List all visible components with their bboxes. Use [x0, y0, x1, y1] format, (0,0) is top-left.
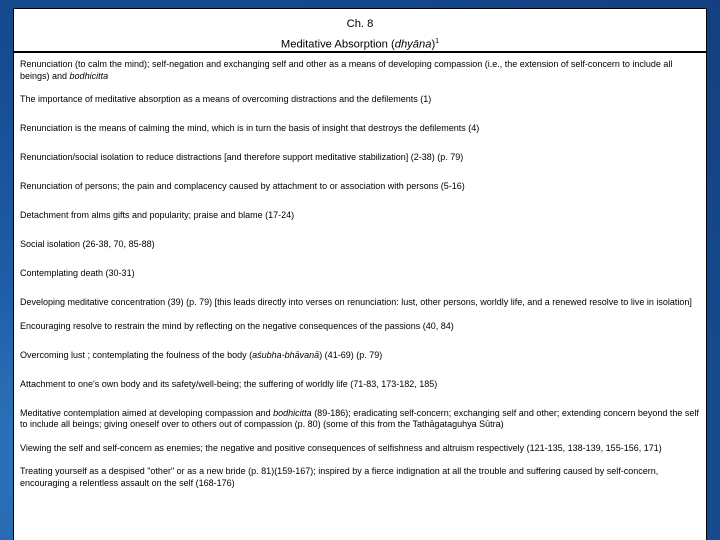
title-prefix: Meditative Absorption (	[280, 38, 395, 51]
title-suffix: )	[431, 38, 436, 51]
chapter-number: Ch. 8	[346, 18, 374, 30]
footnote-mark: 1	[435, 38, 440, 45]
outline-item: Renunciation of persons; the pain and complacency caused by attachment to or association with persons (5-16)	[20, 181, 465, 191]
outline-list	[14, 53, 706, 489]
outline-item: Viewing the self and self-concern as enemies; the negative and positive consequences of selfishness and altruism respectively (121-135, 138-139, 155-156, 171)	[20, 442, 662, 453]
outline-item: Renunciation (to calm the mind); self-negation and exchanging self and other as a means of developing compassion (i.e., the extension of self-concern to include all beings) and bodhicitta	[20, 59, 673, 81]
outline-item: Encouraging resolve to restrain the mind by reflecting on the negative consequences of the passions (40, 84)	[20, 320, 454, 331]
outline-item: Social isolation (26-38, 70, 85-88)	[20, 239, 155, 249]
outline-item: Renunciation is the means of calming the mind, which is in turn the basis of insight that destroys the defilements (4)	[20, 123, 480, 133]
outline-item: Overcoming lust ; contemplating the foulness of the body (aśubha-bhāvanā) (41-69) (p. 79)	[20, 349, 383, 360]
outline-item: Renunciation/social isolation to reduce distractions [and therefore support meditative stabilization] (2-38) (p. 79)	[20, 152, 464, 162]
outline-item: Contemplating death (30-31)	[20, 268, 135, 278]
title-term: dhyāna	[394, 38, 432, 51]
chapter-header	[14, 9, 706, 53]
chapter-title	[14, 33, 706, 54]
outline-item: Detachment from alms gifts and popularity; praise and blame (17-24)	[20, 210, 295, 220]
outline-item: Treating yourself as a despised "other" or as a new bride (p. 81)(159-167); inspired by a fierce indignation at all the trouble and suffering caused by self-concern, encouraging a relentless assault on the self (168-176)	[20, 466, 659, 488]
outline-item: The importance of meditative absorption as a means of overcoming distractions and the defilements (1)	[20, 94, 432, 104]
outline-item: Meditative contemplation aimed at developing compassion and bodhicitta (89-186); eradicating self-concern; exchanging self and other; extending concern beyond the self to include all beings; giving oneself over to others out of compassion (p. 80) (some of this from the Tathāgataguhya Sūtra)	[20, 407, 699, 429]
outline-panel	[13, 8, 707, 540]
outline-item: Attachment to one's own body and its safety/well-being; the suffering of worldly life (71-83, 173-182, 185)	[20, 378, 438, 389]
outline-item: Developing meditative concentration (39) (p. 79) [this leads directly into verses on renunciation: lust, other persons, worldly life, and a renewed resolve to live in isolation]	[20, 297, 692, 307]
